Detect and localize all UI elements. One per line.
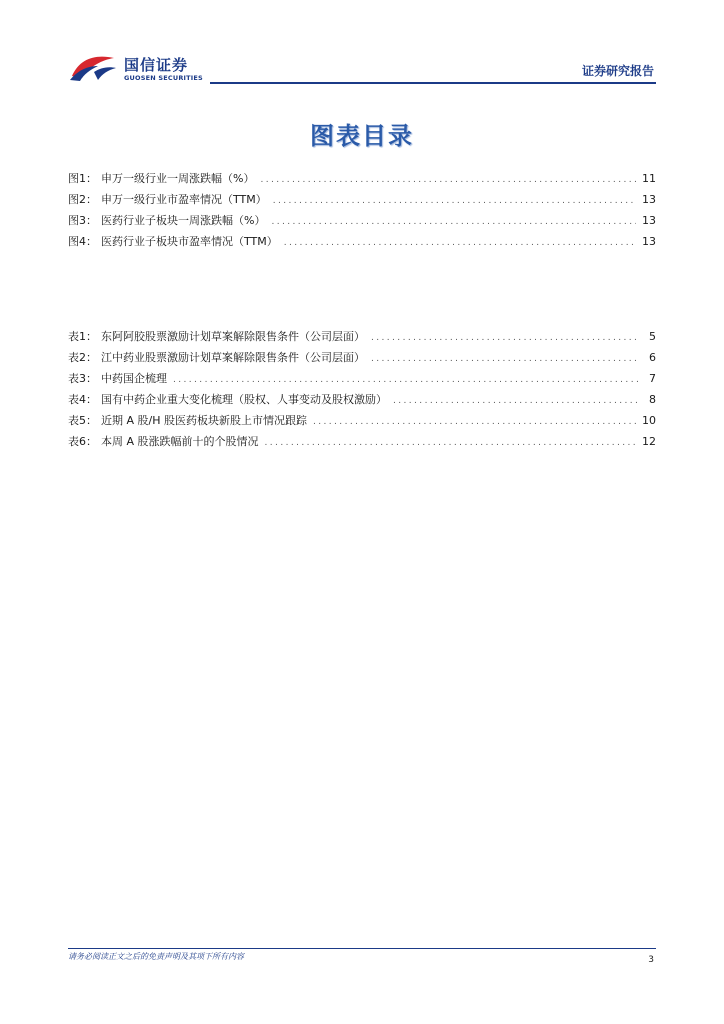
toc-entry-figure-2[interactable]	[68, 191, 656, 212]
report-type-title: 证券研究报告	[581, 64, 654, 78]
entry-label: 表5：	[68, 414, 97, 427]
toc-entry-table-3[interactable]	[68, 370, 656, 391]
entry-label: 表1：	[68, 330, 97, 343]
entry-title: 本周 A 股涨跌幅前十的个股情况	[101, 435, 259, 448]
dot-leader	[393, 396, 640, 406]
entry-page: 13	[642, 214, 656, 227]
table-list	[68, 328, 656, 454]
dot-leader	[371, 354, 640, 364]
page-title: 图表目录	[310, 122, 414, 150]
entry-page: 6	[649, 351, 656, 364]
entry-label: 图4：	[68, 235, 97, 248]
dot-leader	[313, 417, 636, 427]
entry-title: 东阿阿胶股票激励计划草案解除限售条件（公司层面）	[101, 330, 365, 343]
dot-leader	[265, 438, 636, 448]
disclaimer-note: 请务必阅读正文之后的免责声明及其项下所有内容	[68, 952, 244, 961]
dot-leader	[371, 333, 640, 343]
page-header	[0, 0, 724, 90]
entry-page: 8	[649, 393, 656, 406]
toc-entry-table-2[interactable]	[68, 349, 656, 370]
entry-page: 11	[642, 172, 656, 185]
dot-leader	[271, 217, 636, 227]
logo-english-name: GUOSEN SECURITIES	[124, 74, 203, 82]
entry-page: 13	[642, 193, 656, 206]
entry-page: 10	[642, 414, 656, 427]
entry-title: 医药行业子板块一周涨跌幅（%）	[101, 214, 266, 227]
dot-leader	[273, 196, 636, 206]
entry-title: 国有中药企业重大变化梳理（股权、人事变动及股权激励）	[101, 393, 387, 406]
toc-entry-figure-1[interactable]	[68, 170, 656, 191]
entry-title: 江中药业股票激励计划草案解除限售条件（公司层面）	[101, 351, 365, 364]
dot-leader	[284, 238, 636, 248]
entry-label: 表6：	[68, 435, 97, 448]
toc-entry-table-4[interactable]	[68, 391, 656, 412]
entry-page: 7	[649, 372, 656, 385]
toc-entry-table-5[interactable]	[68, 412, 656, 433]
guosen-logo-icon	[68, 52, 118, 82]
company-logo	[68, 50, 208, 86]
entry-title: 申万一级行业一周涨跌幅（%）	[101, 172, 255, 185]
toc-entry-table-6[interactable]	[68, 433, 656, 454]
toc-entry-table-1[interactable]	[68, 328, 656, 349]
entry-page: 12	[642, 435, 656, 448]
entry-label: 表4：	[68, 393, 97, 406]
entry-title: 申万一级行业市盈率情况（TTM）	[101, 193, 267, 206]
dot-leader	[260, 175, 636, 185]
entry-page: 5	[649, 330, 656, 343]
entry-label: 图1：	[68, 172, 97, 185]
entry-label: 图3：	[68, 214, 97, 227]
entry-page: 13	[642, 235, 656, 248]
header-divider	[210, 82, 656, 84]
dot-leader	[173, 375, 640, 385]
entry-label: 表3：	[68, 372, 97, 385]
entry-title: 近期 A 股/H 股医药板块新股上市情况跟踪	[101, 414, 307, 427]
footer-divider	[68, 948, 656, 949]
entry-title: 中药国企梳理	[101, 372, 167, 385]
entry-title: 医药行业子板块市盈率情况（TTM）	[101, 235, 278, 248]
entry-label: 表2：	[68, 351, 97, 364]
entry-label: 图2：	[68, 193, 97, 206]
logo-chinese-name: 国信证券	[124, 56, 189, 74]
toc-entry-figure-4[interactable]	[68, 233, 656, 254]
figure-list	[68, 170, 656, 254]
toc-entry-figure-3[interactable]	[68, 212, 656, 233]
page-number: 3	[648, 955, 654, 965]
